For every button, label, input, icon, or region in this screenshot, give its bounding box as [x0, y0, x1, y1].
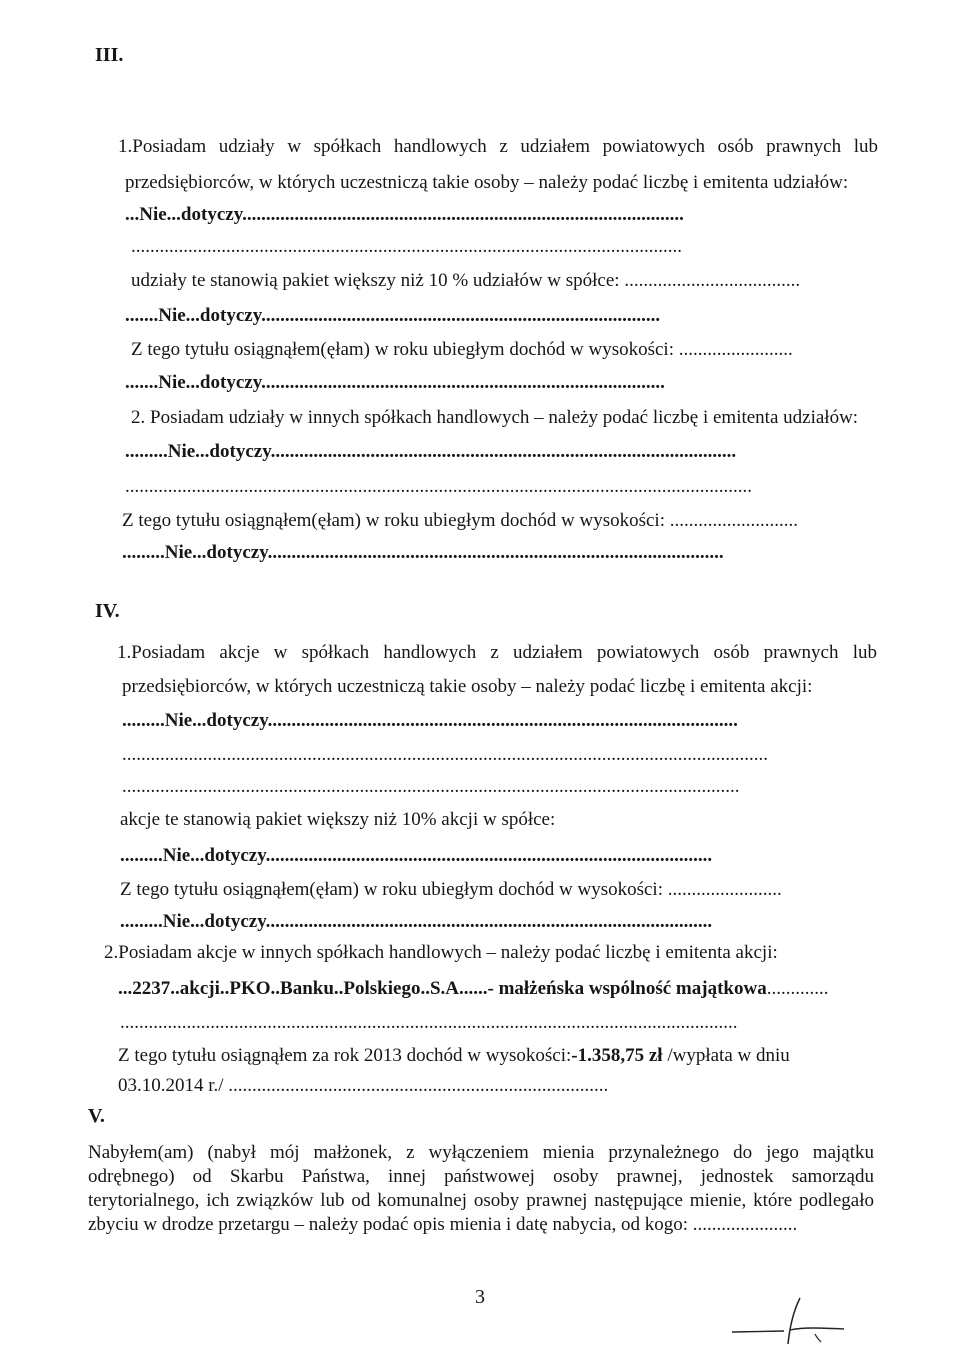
s4-p2-answer-dots: ............. — [766, 978, 829, 999]
s3-p2-answer: .........Nie...dotyczy.................................................................................................. — [125, 441, 737, 462]
s4-p2-dochod-lead: Z tego tytułu osiągnąłem za rok 2013 dochód w wysokości: — [118, 1045, 572, 1066]
s5-line2: odrębnego) od Skarbu Państwa, innej państwowej osoby prawnej, jednostek samorządu — [88, 1166, 874, 1187]
s4-p2-answer-text: ...2237..akcji..PKO..Banku..Polskiego..S.A......- małżeńska wspólność majątkowa — [118, 978, 767, 999]
s4-p2-dochod-tail: /wypłata w dniu — [667, 1045, 790, 1066]
s3-p2-dochod: Z tego tytułu osiągnąłem(ęłam) w roku ubiegłym dochód w wysokości: ........................... — [122, 510, 798, 531]
section-heading-iii: III. — [95, 44, 124, 66]
s4-p2-dochod — [118, 1045, 790, 1067]
s4-p1-line2: przedsiębiorców, w których uczestniczą takie osoby – należy podać liczbę i emitenta akcji: — [122, 676, 813, 697]
s3-p1-dochod: Z tego tytułu osiągnąłem(ęłam) w roku ubiegłym dochód w wysokości: ........................ — [131, 339, 793, 360]
s3-p1-blank-line: .................................................................................................................... — [131, 236, 682, 257]
s4-p2-line1: 2.Posiadam akcje w innych spółkach handlowych – należy podać liczbę i emitenta akcji: — [104, 942, 778, 963]
s5-line1: Nabyłem(am) (nabył mój małżonek, z wyłączeniem mienia przynależnego do jego majątku — [88, 1142, 874, 1163]
s4-p1-pakiet-answer: .........Nie...dotyczy.............................................................................................. — [120, 845, 713, 866]
s3-p1-dochod-answer: .......Nie...dotyczy..................................................................................... — [125, 372, 665, 393]
s4-p2-answer — [118, 978, 828, 1000]
s4-p1-answer: .........Nie...dotyczy................................................................................................... — [122, 710, 738, 731]
s3-p1-pakiet-answer: .......Nie...dotyczy.................................................................................... — [125, 305, 661, 326]
s4-p1-dochod-answer: .........Nie...dotyczy.............................................................................................. — [120, 911, 713, 932]
signature-mark — [720, 1290, 860, 1352]
section-heading-iv: IV. — [95, 600, 120, 622]
s3-p1-pakiet: udziały te stanowią pakiet większy niż 10 % udziałów w spółce: ..................................... — [131, 270, 801, 291]
s4-p1-pakiet: akcje te stanowią pakiet większy niż 10% akcji w spółce: — [120, 809, 556, 830]
s3-p2-dochod-answer: .........Nie...dotyczy................................................................................................ — [122, 542, 724, 563]
s4-p2-date: 03.10.2014 r./ ................................................................................ — [118, 1075, 609, 1096]
s3-p1-line1: 1.Posiadam udziały w spółkach handlowych z udziałem powiatowych osób prawnych lub — [118, 136, 878, 157]
section-heading-v: V. — [88, 1105, 105, 1127]
s4-p1-dochod: Z tego tytułu osiągnąłem(ęłam) w roku ubiegłym dochód w wysokości: ........................ — [120, 879, 782, 900]
s5-line3: terytorialnego, ich związków lub od komunalnej osoby prawnej następujące mienie, które podlegało — [88, 1190, 874, 1211]
s4-p1-blank-line-1: ........................................................................................................................................ — [122, 744, 768, 765]
s5-line4: zbyciu w drodze przetargu – należy podać opis mienia i datę nabycia, od kogo: ...................... — [88, 1214, 798, 1235]
s4-p2-dochod-amount: -1.358,75 zł — [571, 1045, 663, 1066]
page-number: 3 — [475, 1286, 485, 1308]
s4-p1-blank-line-2: .................................................................................................................................. — [122, 776, 740, 797]
s3-p2-line1: 2. Posiadam udziały w innych spółkach handlowych – należy podać liczbę i emitenta udziałów: — [131, 407, 859, 428]
s3-p2-blank-line: .................................................................................................................................... — [125, 476, 752, 497]
s3-p1-line2: przedsiębiorców, w których uczestniczą takie osoby – należy podać liczbę i emitenta udziałów: — [125, 172, 849, 193]
s3-p1-answer: ...Nie...dotyczy............................................................................................. — [125, 204, 684, 225]
s4-p1-line1: 1.Posiadam akcje w spółkach handlowych z udziałem powiatowych osób prawnych lub — [117, 642, 877, 663]
s4-p2-blank-line: .................................................................................................................................. — [120, 1012, 738, 1033]
